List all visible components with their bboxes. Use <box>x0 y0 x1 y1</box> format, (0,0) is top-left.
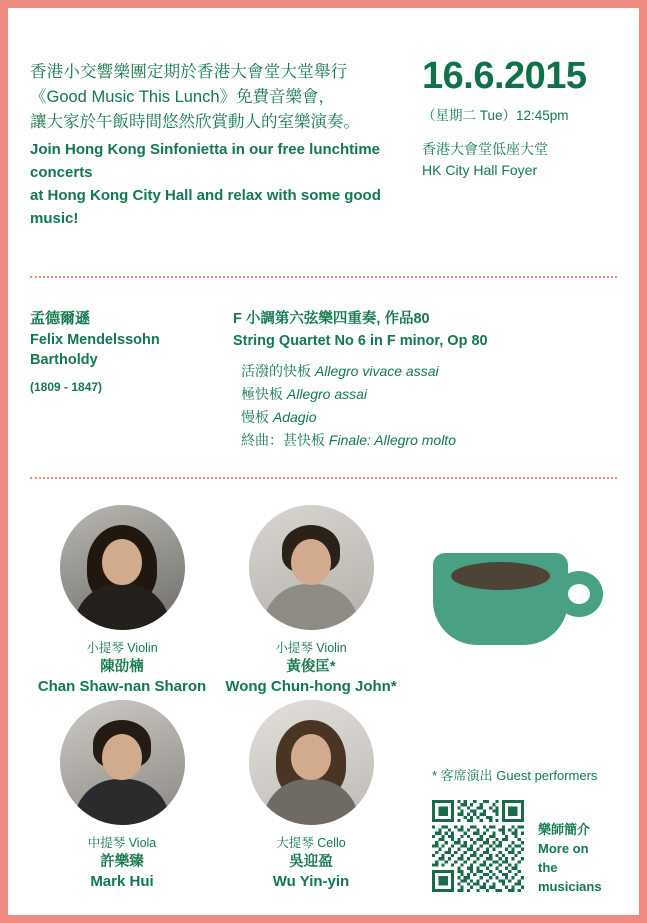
performer-card <box>211 700 411 892</box>
movement-item <box>241 406 623 429</box>
intro-en-line-1: Join Hong Kong Sinfonietta in our free lunchtime concerts <box>30 141 380 181</box>
performer-card <box>22 505 222 697</box>
performers-section <box>8 495 639 915</box>
qr-label <box>538 820 622 896</box>
cup-coffee-surface <box>451 562 550 590</box>
event-details-block <box>422 54 632 181</box>
qr-label-en-line-1: More on <box>538 841 589 856</box>
guest-performers-note: * 客席演出 Guest performers <box>432 768 598 783</box>
performer-name-zh: 吳迎盈 <box>289 854 333 870</box>
intro-en-line-2: at Hong Kong City Hall and relax with some good music! <box>30 187 381 227</box>
composer-block <box>30 308 220 394</box>
poster-page <box>8 8 639 915</box>
performer-photo <box>60 700 185 825</box>
coffee-cup-icon <box>433 553 608 663</box>
venue-zh: 香港大會堂低座大堂 <box>422 141 548 157</box>
poster-header <box>8 8 639 227</box>
photo-face <box>102 539 142 585</box>
movement-en: Allegro assai <box>286 386 368 402</box>
composer-life-years: (1809 - 1847) <box>30 380 103 394</box>
cup-handle <box>555 571 603 617</box>
performer-card <box>22 700 222 892</box>
photo-face <box>291 734 331 780</box>
work-block <box>233 308 623 452</box>
movement-zh: 慢板 <box>241 409 273 425</box>
qr-label-zh: 樂師簡介 <box>538 822 591 837</box>
performer-photo <box>249 700 374 825</box>
work-title-zh: F 小調第六弦樂四重奏, 作品80 <box>233 311 430 327</box>
movement-item <box>241 360 623 383</box>
movement-en: Allegro vivace assai <box>314 363 439 379</box>
movement-zh: 極快板 <box>241 386 287 402</box>
work-title-en: String Quartet No 6 in F minor, Op 80 <box>233 333 488 349</box>
performer-photo <box>249 505 374 630</box>
movement-zh: 終曲：甚快板 <box>241 432 329 448</box>
composer-name-zh: 孟德爾遜 <box>30 310 91 327</box>
performer-name-zh: 黃俊匡* <box>286 659 336 675</box>
composer-name-en-line-1: Felix Mendelssohn <box>30 332 160 348</box>
movement-item <box>241 383 623 406</box>
event-date: 16.6.2015 <box>422 55 587 97</box>
venue-en: HK City Hall Foyer <box>422 162 538 178</box>
intro-zh-line-1: 香港小交響樂團定期於香港大會堂大堂舉行 <box>30 63 348 81</box>
qr-block <box>432 800 622 900</box>
movement-item <box>241 429 623 452</box>
photo-face <box>291 539 331 585</box>
movement-en: Adagio <box>272 409 317 425</box>
composer-name-en-line-2: Bartholdy <box>30 352 98 368</box>
performer-instrument: 大提琴 Cello <box>276 836 346 850</box>
movement-list <box>241 360 623 452</box>
divider-top <box>30 276 617 278</box>
performer-name-en: Wu Yin-yin <box>272 873 350 890</box>
performer-name-zh: 許樂臻 <box>100 854 144 870</box>
performer-name-en: Wong Chun-hong John* <box>225 678 397 695</box>
movement-en: Finale: Allegro molto <box>328 432 456 448</box>
photo-face <box>102 734 142 780</box>
performer-name-zh: 陳劭楠 <box>100 659 144 675</box>
event-day-time: （星期二 Tue）12:45pm <box>422 108 569 123</box>
performer-instrument: 小提琴 Violin <box>275 641 347 655</box>
qr-code-icon[interactable] <box>432 800 524 892</box>
performer-name-en: Mark Hui <box>90 873 154 890</box>
qr-label-en-line-2: the musicians <box>538 860 602 894</box>
performer-instrument: 中提琴 Viola <box>87 836 157 850</box>
performer-instrument: 小提琴 Violin <box>86 641 158 655</box>
performer-photo <box>60 505 185 630</box>
performer-name-en: Chan Shaw-nan Sharon <box>37 678 207 695</box>
intro-text-block <box>30 60 400 230</box>
divider-bottom <box>30 477 617 479</box>
movement-zh: 活潑的快板 <box>241 363 315 379</box>
intro-zh-line-2: 《Good Music This Lunch》免費音樂會， <box>30 88 336 106</box>
performer-card <box>211 505 411 697</box>
intro-zh-line-3: 讓大家於午飯時間悠然欣賞動人的室樂演奏。 <box>30 113 360 131</box>
